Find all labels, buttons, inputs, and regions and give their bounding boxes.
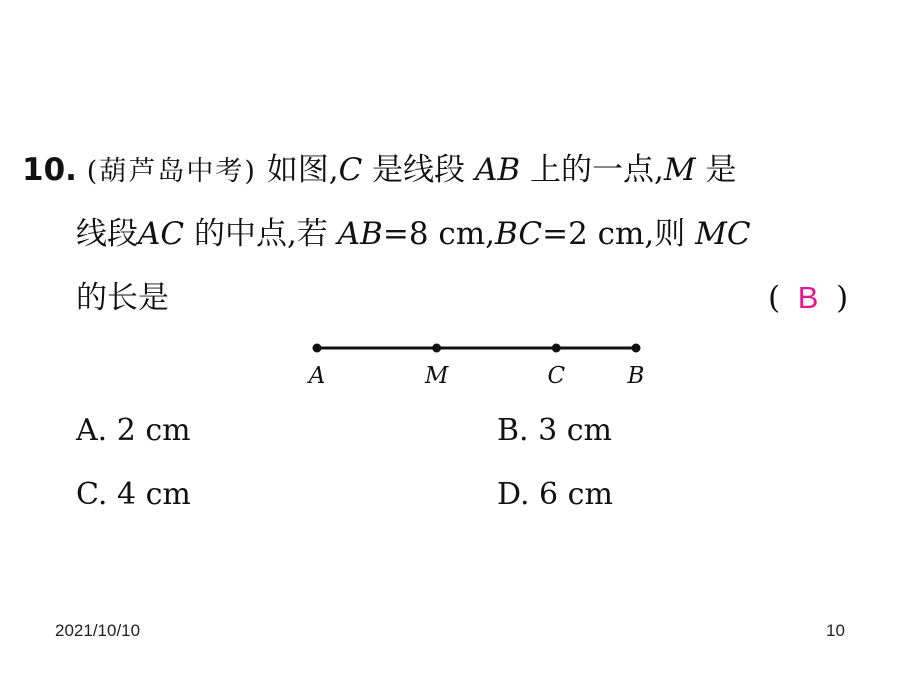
option-b[interactable]: B. 3 cm	[497, 413, 612, 448]
point-b-dot	[632, 344, 641, 353]
segment-figure	[295, 335, 655, 395]
page-number: 10	[826, 621, 845, 640]
point-c-label: C	[547, 363, 566, 389]
math-variable: AB	[475, 152, 521, 188]
math-variable: C	[338, 152, 363, 188]
point-m-dot	[432, 344, 441, 353]
math-variable: BC	[495, 216, 543, 252]
question-line-1	[22, 150, 737, 192]
footer-date: 2021/10/10	[55, 621, 141, 640]
point-m-label: M	[424, 363, 449, 389]
segment-points	[307, 344, 645, 390]
question-text-segment: =2 cm,则	[542, 216, 696, 252]
question-text-segment: =8 cm,	[382, 216, 496, 252]
question-text-2	[76, 216, 751, 252]
question-line-2	[76, 214, 751, 254]
option-c[interactable]: C. 4 cm	[76, 477, 191, 512]
question-text-segment: 上的一点,	[520, 152, 664, 188]
question-line-3	[76, 278, 169, 318]
question-text-segment: 是线段	[362, 152, 476, 188]
option-d[interactable]: D. 6 cm	[497, 477, 613, 512]
point-a-dot	[313, 344, 322, 353]
math-variable: M	[663, 152, 696, 188]
math-variable: AB	[337, 216, 383, 252]
point-c-dot	[552, 344, 561, 353]
point-a-label: A	[308, 363, 326, 389]
bracket-open: (	[768, 280, 781, 316]
question-source: (葫芦岛中考)	[86, 156, 257, 187]
answer-bracket	[768, 278, 848, 318]
question-text-segment: 线段	[76, 216, 138, 252]
answer-letter: B	[797, 280, 819, 315]
question-text-1	[267, 152, 737, 188]
math-variable: AC	[138, 216, 185, 252]
question-number: 10.	[22, 152, 77, 188]
question-text-segment: 的中点,若	[184, 216, 338, 252]
point-b-label: B	[627, 363, 645, 389]
question-text-segment: 如图,	[266, 152, 339, 188]
question-text-3: 的长是	[76, 280, 169, 316]
question-text-segment: 是	[695, 152, 737, 188]
option-a[interactable]: A. 2 cm	[76, 413, 191, 448]
bracket-close: )	[836, 280, 849, 316]
math-variable: MC	[695, 216, 751, 252]
